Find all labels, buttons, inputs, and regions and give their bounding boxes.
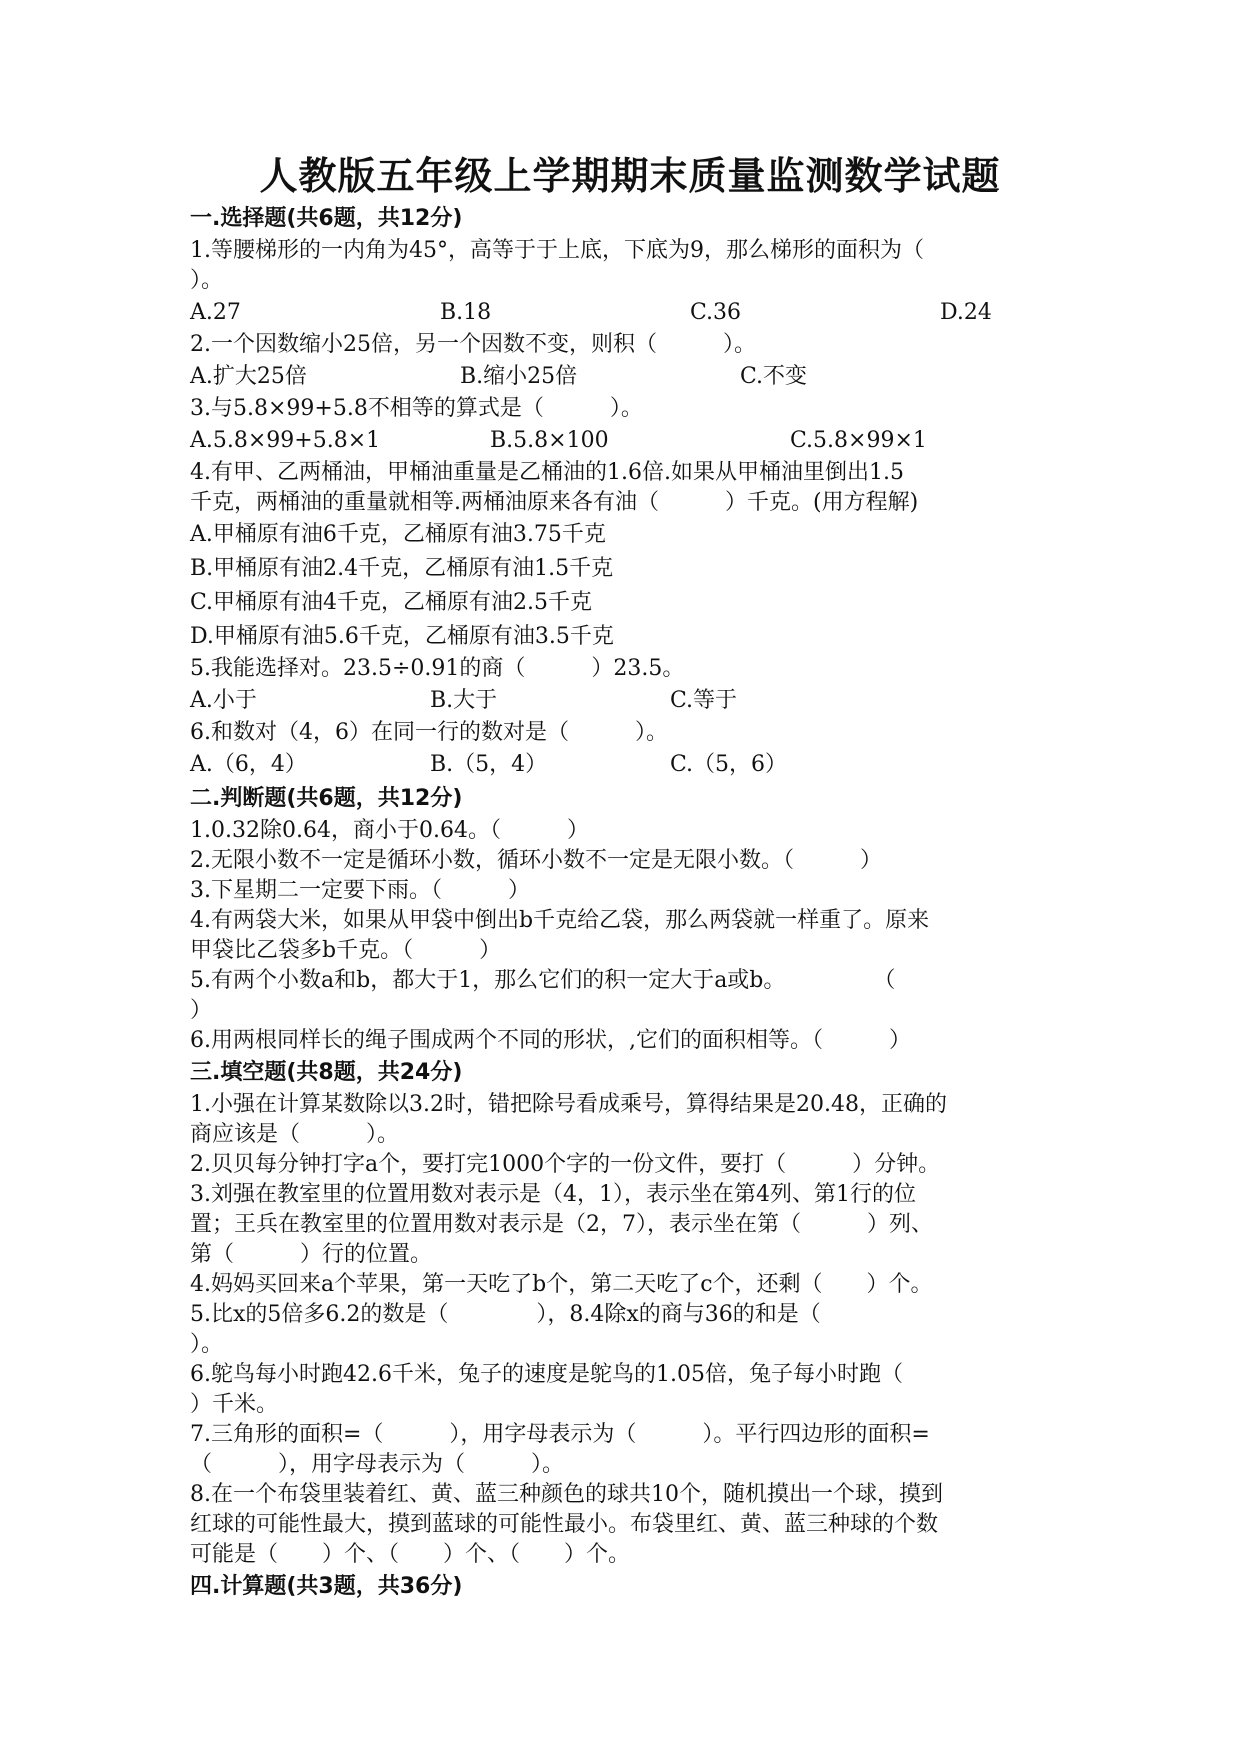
options-1-1 (190, 296, 1070, 330)
section-heading-judgement: 二.判断题(共6题，共12分) (190, 786, 463, 811)
question-2-5: 5.有两个小数a和b，都大于1，那么它们的积一定大于a或b。 （ ） (190, 968, 896, 1023)
options-1-4 (190, 518, 1070, 654)
option: C.不变 (740, 364, 808, 389)
question-1-5: 5.我能选择对。23.5÷0.91的商（ ）23.5。 (190, 656, 685, 681)
question-3-8: 8.在一个布袋里装着红、黄、蓝三种颜色的球共10个，随机摸出一个球，摸到 红球的可能性最大，摸到蓝球的可能性最小。布袋里红、黄、蓝三种球的个数 可能是（ ）个、（ ）个、（ ）个。 (190, 1482, 943, 1567)
question-1-1: 1.等腰梯形的一内角为45°，高等于于上底，下底为9，那么梯形的面积为（ ）。 (190, 238, 924, 293)
option: A.小于 (190, 688, 257, 713)
option: C.（5，6） (670, 752, 788, 777)
question-1-4: 4.有甲、乙两桶油，甲桶油重量是乙桶油的1.6倍.如果从甲桶油里倒出1.5 千克，两桶油的重量就相等.两桶油原来各有油（ ）千克。(用方程解) (190, 460, 919, 515)
question-1-3: 3.与5.8×99+5.8不相等的算式是（ ）。 (190, 396, 643, 421)
question-2-2: 2.无限小数不一定是循环小数，循环小数不一定是无限小数。（ ） (190, 848, 882, 873)
question-3-7: 7.三角形的面积=（ ），用字母表示为（ ）。平行四边形的面积= （ ），用字母表示为（ ）。 (190, 1422, 930, 1477)
question-2-3: 3.下星期二一定要下雨。（ ） (190, 878, 530, 903)
exam-page (190, 150, 1070, 1604)
question-2-6: 6.用两根同样长的绳子围成两个不同的形状，,它们的面积相等。（ ） (190, 1028, 911, 1053)
question-2-4: 4.有两袋大米，如果从甲袋中倒出b千克给乙袋，那么两袋就一样重了。原来 甲袋比乙袋多b千克。（ ） (190, 908, 930, 963)
option: D.甲桶原有油5.6千克，乙桶原有油3.5千克 (190, 624, 614, 649)
option: A.5.8×99+5.8×1 (190, 428, 381, 453)
question-3-3: 3.刘强在教室里的位置用数对表示是（4，1），表示坐在第4列、第1行的位 置；王兵在教室里的位置用数对表示是（2，7），表示坐在第（ ）列、 第（ ）行的位置。 (190, 1182, 933, 1267)
page-title: 人教版五年级上学期期末质量监测数学试题 (259, 154, 1001, 198)
question-1-6: 6.和数对（4，6）在同一行的数对是（ ）。 (190, 720, 668, 745)
question-3-6: 6.鸵鸟每小时跑42.6千米，兔子的速度是鸵鸟的1.05倍，兔子每小时跑（ ）千米。 (190, 1362, 903, 1417)
option: B.18 (440, 300, 492, 325)
option: B.（5，4） (430, 752, 548, 777)
question-3-4: 4.妈妈买回来a个苹果，第一天吃了b个，第二天吃了c个，还剩（ ）个。 (190, 1272, 933, 1297)
options-1-6 (190, 748, 1070, 782)
option: A.扩大25倍 (190, 364, 307, 389)
section-heading-calculation: 四.计算题(共3题，共36分) (190, 1574, 463, 1599)
option: C.36 (690, 300, 742, 325)
option: B.5.8×100 (490, 428, 609, 453)
question-3-1: 1.小强在计算某数除以3.2时，错把除号看成乘号，算得结果是20.48，正确的 商应该是（ ）。 (190, 1092, 947, 1147)
question-3-5: 5.比x的5倍多6.2的数是（ ），8.4除x的商与36的和是（ ）。 (190, 1302, 821, 1357)
options-1-5 (190, 684, 1070, 718)
question-3-2: 2.贝贝每分钟打字a个，要打完1000个字的一份文件，要打（ ）分钟。 (190, 1152, 941, 1177)
option: C.5.8×99×1 (790, 428, 927, 453)
section-heading-choice: 一.选择题(共6题，共12分) (190, 206, 463, 231)
option: D.24 (940, 300, 992, 325)
option: B.甲桶原有油2.4千克，乙桶原有油1.5千克 (190, 556, 614, 581)
option: A.27 (190, 300, 241, 325)
option: A.（6，4） (190, 752, 307, 777)
options-1-2 (190, 360, 1070, 394)
question-1-2: 2.一个因数缩小25倍，另一个因数不变，则积（ ）。 (190, 332, 756, 357)
option: C.甲桶原有油4千克，乙桶原有油2.5千克 (190, 590, 593, 615)
option: A.甲桶原有油6千克，乙桶原有油3.75千克 (190, 522, 606, 547)
option: B.大于 (430, 688, 498, 713)
question-2-1: 1.0.32除0.64，商小于0.64。（ ） (190, 818, 589, 843)
section-heading-fill: 三.填空题(共8题，共24分) (190, 1060, 463, 1085)
option: C.等于 (670, 688, 738, 713)
option: B.缩小25倍 (460, 364, 578, 389)
options-1-3 (190, 424, 1070, 458)
